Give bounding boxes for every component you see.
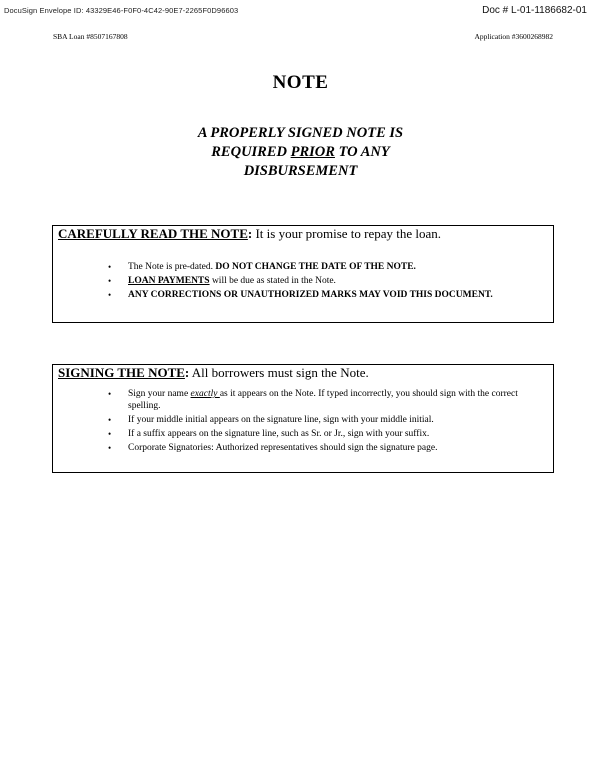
warning-prior: PRIOR xyxy=(290,144,335,160)
item-text: If a suffix appears on the signature line, such as Sr. or Jr., sign with your suffix. xyxy=(128,429,430,439)
read-note-box xyxy=(52,225,554,323)
bullet-icon: • xyxy=(108,415,112,425)
signing-note-list xyxy=(108,388,548,456)
list-item xyxy=(108,428,548,440)
read-note-colon: : xyxy=(247,226,253,241)
warning-line-1: A PROPERLY SIGNED NOTE IS xyxy=(197,125,404,141)
read-note-text: It is your promise to repay the loan. xyxy=(252,226,442,241)
item-bold-text: LOAN PAYMENTS xyxy=(128,276,210,286)
signing-note-box xyxy=(52,364,554,473)
bullet-icon: • xyxy=(108,262,112,272)
read-note-heading xyxy=(58,226,441,242)
item-text: as it appears on the Note. If typed incorrectly, you should sign with the correct spelling. xyxy=(128,389,518,411)
signing-warning xyxy=(150,124,451,181)
list-item xyxy=(108,442,548,454)
warning-to-any: TO ANY xyxy=(334,144,390,160)
list-item xyxy=(108,261,548,273)
warning-line-3: DISBURSEMENT xyxy=(243,163,358,179)
list-item xyxy=(108,388,548,412)
list-item xyxy=(108,289,548,301)
signing-note-colon: : xyxy=(184,365,190,380)
bullet-icon: • xyxy=(108,429,112,439)
list-item xyxy=(108,275,548,287)
list-item xyxy=(108,414,548,426)
item-bold-text: ANY CORRECTIONS OR UNAUTHORIZED MARKS MAY VOID THIS DOCUMENT. xyxy=(128,290,493,300)
item-emphasis-text: exactly xyxy=(190,389,220,399)
read-note-list xyxy=(108,261,548,303)
signing-note-label: SIGNING THE NOTE xyxy=(58,365,185,380)
bullet-icon: • xyxy=(108,290,112,300)
document-number: Doc # L-01-1186682-01 xyxy=(482,5,587,16)
signing-note-text: All borrowers must sign the Note. xyxy=(189,365,369,380)
read-note-label: CAREFULLY READ THE NOTE xyxy=(58,226,248,241)
item-text: Sign your name xyxy=(128,389,191,399)
page-title: NOTE xyxy=(272,72,329,93)
item-text: The Note is pre-dated. xyxy=(128,262,216,272)
item-text: will be due as stated in the Note. xyxy=(209,276,336,286)
warning-required: REQUIRED xyxy=(211,144,291,160)
sba-loan-number: SBA Loan #8507167808 xyxy=(53,32,128,41)
item-text: Corporate Signatories: Authorized representatives should sign the signature page. xyxy=(128,443,438,453)
bullet-icon: • xyxy=(108,389,112,399)
item-bold-text: DO NOT CHANGE THE DATE OF THE NOTE. xyxy=(215,262,416,272)
signing-note-heading xyxy=(58,365,369,381)
warning-line-2 xyxy=(150,143,451,162)
bullet-icon: • xyxy=(108,276,112,286)
bullet-icon: • xyxy=(108,443,112,453)
item-text: If your middle initial appears on the signature line, sign with your middle initial. xyxy=(128,415,434,425)
application-number: Application #3600268982 xyxy=(474,32,553,41)
docusign-envelope-id: DocuSign Envelope ID: 43329E46-F0F0-4C42-90E7-2265F0D96603 xyxy=(4,6,239,15)
